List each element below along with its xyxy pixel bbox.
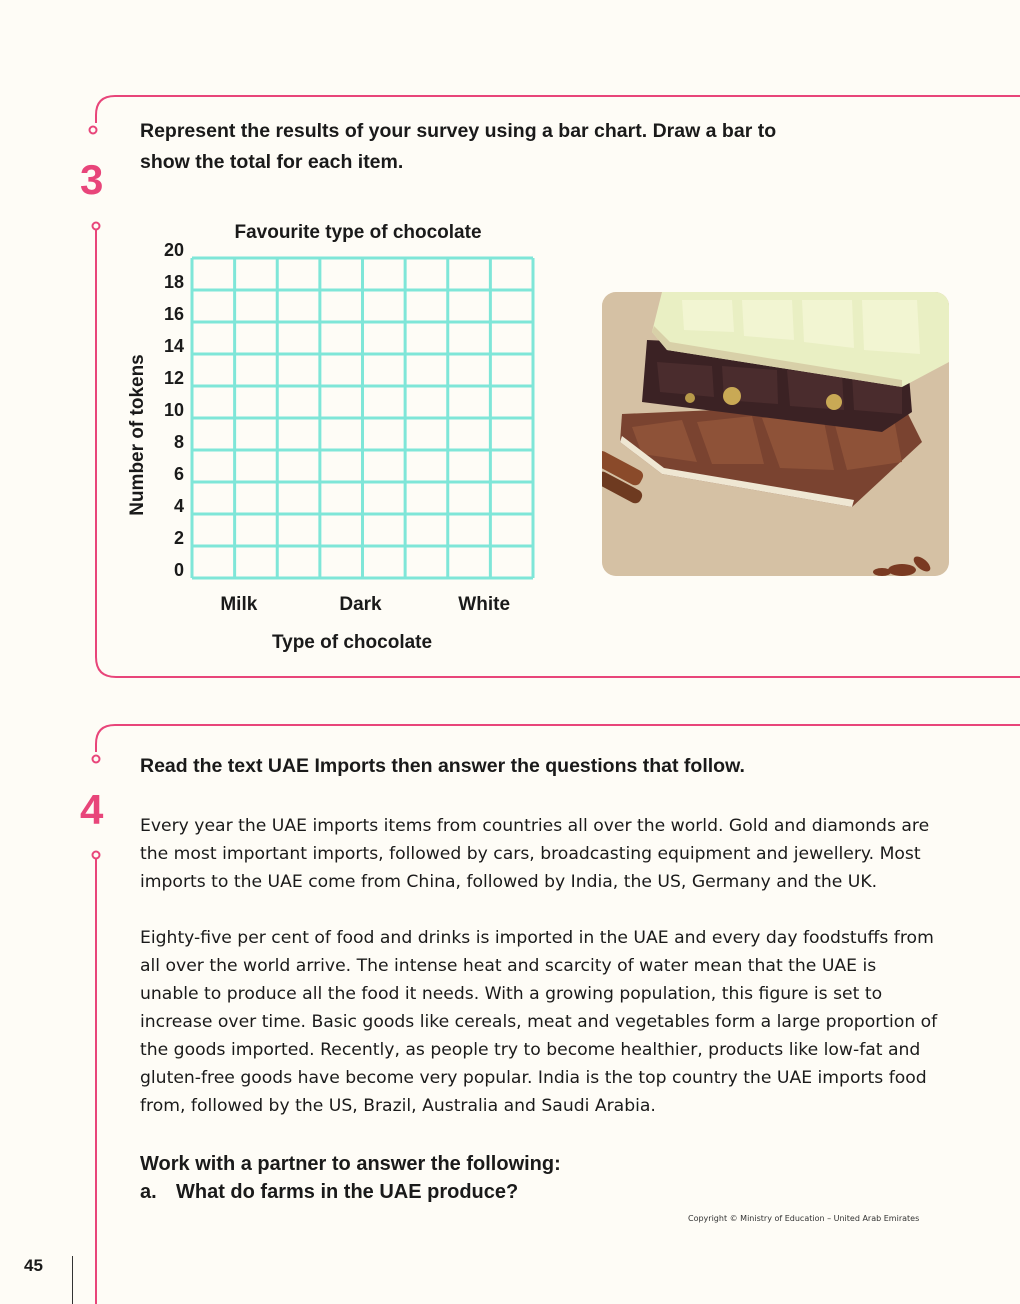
question-3-number: 3 bbox=[80, 156, 104, 203]
category-label-dark: Dark bbox=[339, 594, 382, 615]
chocolate-photo bbox=[602, 292, 949, 576]
y-tick-label: 4 bbox=[173, 496, 184, 516]
bar-chart bbox=[100, 210, 560, 664]
question-a-text: What do farms in the UAE produce? bbox=[176, 1181, 519, 1203]
chart-categories bbox=[220, 594, 510, 615]
question-3-prompt-line1: Represent the results of your survey using a bar chart. Draw a bar to bbox=[140, 120, 777, 142]
category-label-white: White bbox=[458, 594, 511, 615]
y-tick-label: 12 bbox=[163, 368, 184, 388]
bar-chart-svg bbox=[100, 210, 560, 660]
page-number-divider bbox=[72, 1256, 73, 1304]
y-tick-label: 20 bbox=[163, 240, 184, 260]
question-3-prompt-line2: show the total for each item. bbox=[140, 151, 404, 173]
q4-frame-top bbox=[96, 725, 1020, 752]
question-a-letter: a. bbox=[140, 1181, 157, 1203]
question-3-prompt bbox=[140, 116, 900, 178]
chart-y-ticks bbox=[164, 240, 184, 580]
category-label-milk: Milk bbox=[220, 594, 258, 615]
q3-frame-dot-bottom bbox=[93, 223, 100, 230]
paragraph-imports: Every year the UAE imports items from countries all over the world. Gold and diamonds are the most important imports, followed by cars, broadcasting equipment and jewellery. Most imports to the UAE come from China, followed by India, the US, Germany and the UK. bbox=[140, 816, 930, 892]
paragraph-food-imports: Eighty-five per cent of food and drinks is imported in the UAE and every day foodstuffs from all over the world arrive. The intense heat and scarcity of water mean that the UAE is unable to produce all the food it needs. With a growing population, this figure is set to increase over time. Basic goods like cereals, meat and vegetables form a large proportion of the goods imported. Recently, as people try to become healthier, products like low-fat and gluten-free goods have become very popular. India is the top country the UAE imports food from, followed by the US, Brazil, Australia and Saudi Arabia. bbox=[140, 928, 938, 1116]
work-heading: Work with a partner to answer the following: bbox=[140, 1153, 561, 1175]
chart-y-label: Number of tokens bbox=[127, 354, 148, 516]
q4-frame-dot-bottom bbox=[93, 852, 100, 859]
question-4-number: 4 bbox=[80, 786, 104, 833]
y-tick-label: 0 bbox=[173, 560, 184, 580]
y-tick-label: 2 bbox=[173, 528, 184, 548]
y-tick-label: 14 bbox=[163, 336, 184, 356]
chart-x-label: Type of chocolate bbox=[271, 632, 433, 653]
chart-grid bbox=[192, 258, 533, 578]
chart-title: Favourite type of chocolate bbox=[234, 222, 482, 243]
y-tick-label: 8 bbox=[173, 432, 184, 452]
y-tick-label: 6 bbox=[173, 464, 184, 484]
y-tick-label: 10 bbox=[163, 400, 184, 420]
question-a bbox=[140, 1178, 518, 1206]
q3-frame-dot-top bbox=[90, 127, 97, 134]
y-tick-label: 16 bbox=[163, 304, 184, 324]
copyright-notice: Copyright © Ministry of Education – United Arab Emirates bbox=[688, 1214, 920, 1223]
q4-frame-dot-top bbox=[93, 756, 100, 763]
page-number: 45 bbox=[24, 1256, 43, 1275]
y-tick-label: 18 bbox=[163, 272, 184, 292]
question-4-instruction: Read the text UAE Imports then answer the questions that follow. bbox=[140, 755, 745, 777]
chocolate-bars-illustration bbox=[602, 292, 949, 576]
